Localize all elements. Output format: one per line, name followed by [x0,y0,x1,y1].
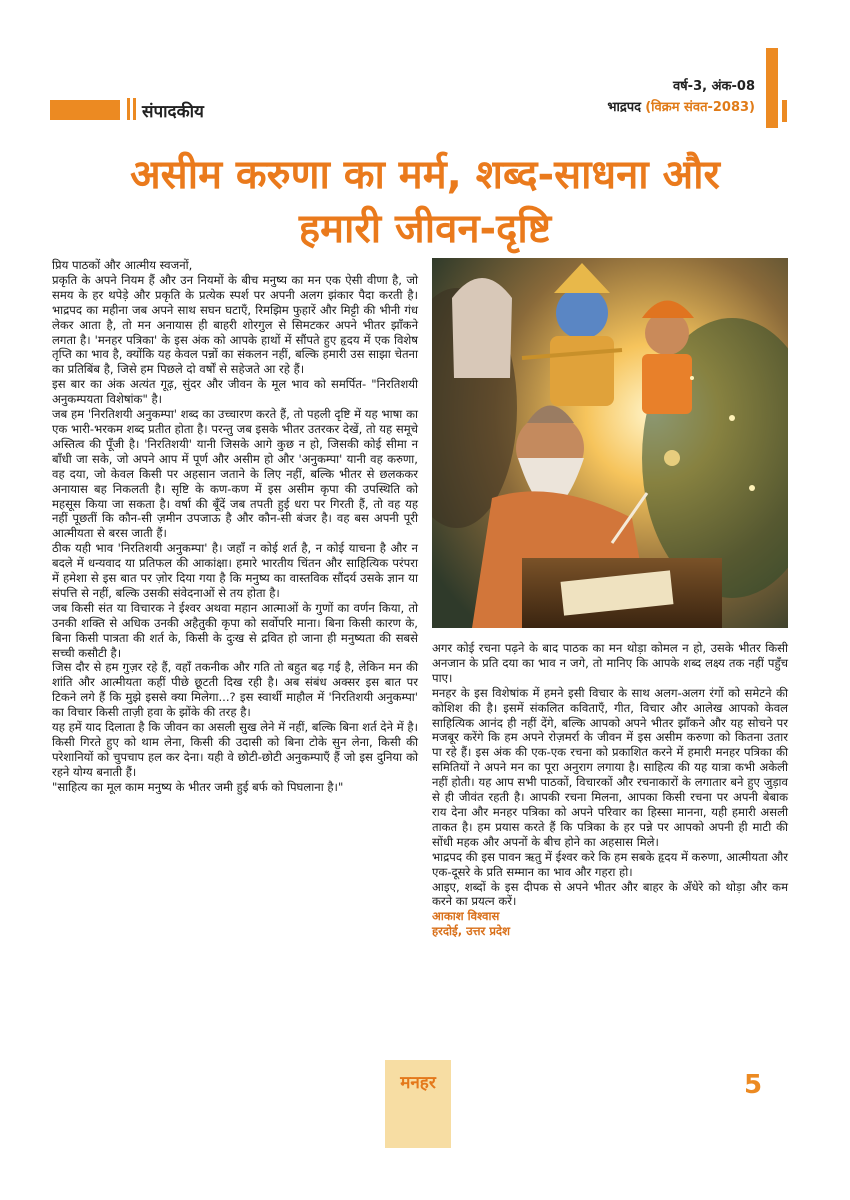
issue-info [607,76,755,118]
salutation: प्रिय पाठकों और आत्मीय स्वजनों, [52,258,193,272]
month-samvat [607,97,755,118]
paragraph: जब हम 'निरतिशयी अनुकम्पा' शब्द का उच्चारण करते हैं, तो पहली दृष्टि में यह भाषा का एक भारी-भरकम शब्द प्रतीत होता है। परन्तु जब इसके भीतर उतरकर देखें, तो यह समूचे अस्तित्व की पूँजी है। 'निरतिशयी' यानी जिसके आगे कुछ न हो, जिसकी कोई सीमा न बाँधी जा सके, जो अपने आप में पूर्ण और असीम हो और 'अनुकम्पा' यानी वह करुणा, वह दया, जो केवल किसी पर अहसान जताने के लिए नहीं, बल्कि भीतर से छलककर अनायास बह निकलती है। सृष्टि के कण-कण में इस असीम कृपा की उपस्थिति को महसूस किया जा सकता है। वर्षा की बूँदें जब तपती हुई धरा पर गिरती हैं, तो वह यह नहीं पूछतीं कि कौन-सी ज़मीन उपजाऊ है और कौन-सी बंजर है। वह बस अपनी पूरी आत्मीयता से बरस जाती हैं। [52,407,418,541]
header-vertical-bar [766,48,778,128]
volume-issue: वर्ष-3, अंक-08 [672,79,755,94]
paragraph: ठीक यही भाव 'निरतिशयी अनुकम्पा' है। जहाँ न कोई शर्त है, न कोई याचना है और न बदले में धन्यवाद या प्रतिफल की आकांक्षा। हमारे भारतीय चिंतन और साहित्यिक परंपरा में हमेशा से इस बात पर ज़ोर दिया गया है कि मनुष्य का वास्तविक सौंदर्य उसके ज्ञान या संपत्ति से नहीं, बल्कि उसकी संवेदनाओं से तय होता है। [52,541,418,600]
page-title [50,148,800,256]
author-place: हरदोई, उत्तर प्रदेश [432,924,510,939]
title-line-2: हमारी जीवन-दृष्टि [298,206,552,252]
editorial-right-column [432,641,788,939]
section-label: संपादकीय [142,102,204,122]
paragraph: प्रकृति के अपने नियम हैं और उन नियमों के बीच मनुष्य का मन एक ऐसी वीणा है, जो समय के हर थपेड़े और प्रकृति के प्रत्येक स्पर्श पर अपनी अलग झंकार पैदा करती है। भाद्रपद का महीना जब अपने साथ सघन घटाएँ, रिमझिम फुहारें और मिट्टी की भीनी गंध लेकर आता है, तो मन अनायास ही बाहरी शोरगुल से सिमटकर अपने भीतर झाँकने लगता है। 'मनहर पत्रिका' के इस अंक को आपके हाथों में सौंपते हुए हृदय में एक विशेष तृप्ति का भाव है, क्योंकि यह केवल पन्नों का संकलन नहीं, बल्कि हमारी उस साझा चेतना का प्रतिबिंब है, जिसे हम पिछले दो वर्षों से सहेजते आ रहे हैं। [52,272,418,377]
header-divider-marks [127,98,130,120]
samvat: (विक्रम संवत-2083) [645,100,755,115]
illustration-sage-writing [432,258,788,628]
page-number: 5 [744,1070,763,1100]
paragraph: जिस दौर से हम गुज़र रहे हैं, वहाँ तकनीक और गति तो बहुत बढ़ गई है, लेकिन मन की शांति और आत्मीयता कहीं पीछे छूटती दिख रही है। अब संबंध अक्सर इस बात पर टिकने लगे हैं कि मुझे इससे क्या मिलेगा...? इस स्वार्थी माहौल में 'निरतिशयी अनुकम्पा' का विचार किसी ताज़ी हवा के झोंके की तरह है। [52,660,418,720]
masthead-label: मनहर [400,1073,436,1093]
masthead-footer [385,1060,451,1148]
paragraph: यह हमें याद दिलाता है कि जीवन का असली सुख लेने में नहीं, बल्कि बिना शर्त देने में है। किसी गिरते हुए को थाम लेना, किसी की उदासी को बिना टोके सुन लेना, किसी की परेशानियों को चुपचाप हल कर देना। यही वे छोटी-छोटी अनुकम्पाएँ हैं जो इस दुनिया को रहने योग्य बनाती हैं। [52,720,418,779]
paragraph: मनहर के इस विशेषांक में हमने इसी विचार के साथ अलग-अलग रंगों को समेटने की कोशिश की है। इसमें संकलित कविताएँ, गीत, विचार और आलेख आपको केवल साहित्यिक आनंद ही नहीं देंगे, बल्कि आपको अपने भीतर झाँकने और यह सोचने पर मजबूर करेंगे कि हम अपने रोज़मर्रा के जीवन में इस असीम करुणा को कितना उतार पा रहे हैं। इस अंक की एक-एक रचना को प्रकाशित करने में हमारी मनहर पत्रिका की समितियों ने अपने मन का पूरा अनुराग लगाया है। साहित्य की यह यात्रा कभी अकेली नहीं होती। यह आप सभी पाठकों, विचारकों और रचनाकारों के लगातार बने हुए जुड़ाव से ही जीवंत रहती है। आपकी रचना मिलना, आपका किसी रचना पर अपनी बेबाक राय देना और मनहर पत्रिका को अपने परिवार का हिस्सा मानना, यही हमारी असली ताकत है। हम प्रयास करते हैं कि पत्रिका के हर पन्ने पर आपको अपनी ही माटी की सोंधी महक और अपनों के बीच होने का अहसास मिले। [432,685,788,849]
month: भाद्रपद [607,100,642,115]
paragraph: भाद्रपद की इस पावन ऋतु में ईश्वर करे कि हम सबके हृदय में करुणा, आत्मीयता और एक-दूसरे के प्रति सम्मान का भाव और गहरा हो। [432,849,788,879]
paragraph: जब किसी संत या विचारक ने ईश्वर अथवा महान आत्माओं के गुणों का वर्णन किया, तो उनकी शक्ति से अधिक उनकी अहैतुकी कृपा को सर्वोपरि माना। बिना किसी कारण के, बिना किसी पात्रता की शर्त के, किसी के दुःख से द्रवित हो जाना ही मनुष्यता की सबसे सच्ची कसौटी है। [52,600,418,660]
editorial-left-column [52,258,418,795]
paragraph: आइए, शब्दों के इस दीपक से अपने भीतर और बाहर के अँधेरे को थोड़ा और कम करने का प्रयत्न करें। [432,879,788,909]
quote: "साहित्य का मूल काम मनुष्य के भीतर जमी हुई बर्फ को पिघलाना है।" [52,779,344,794]
header-accent-bar [50,100,120,120]
paragraph: इस बार का अंक अत्यंत गूढ़, सुंदर और जीवन के मूल भाव को समर्पित- "निरतिशयी अनुकम्पयता विशेषांक" है। [52,377,418,407]
paragraph: अगर कोई रचना पढ़ने के बाद पाठक का मन थोड़ा कोमल न हो, उसके भीतर किसी अनजान के प्रति दया का भाव न जगे, तो मानिए कि आपके शब्द लक्ष्य तक नहीं पहुँच पाए। [432,641,788,685]
title-line-1: असीम करुणा का मर्म, शब्द-साधना और [130,152,720,198]
header-vertical-bar-small [782,100,787,122]
author-name: आकाश विश्वास [432,909,500,924]
illustration-image [432,258,788,628]
